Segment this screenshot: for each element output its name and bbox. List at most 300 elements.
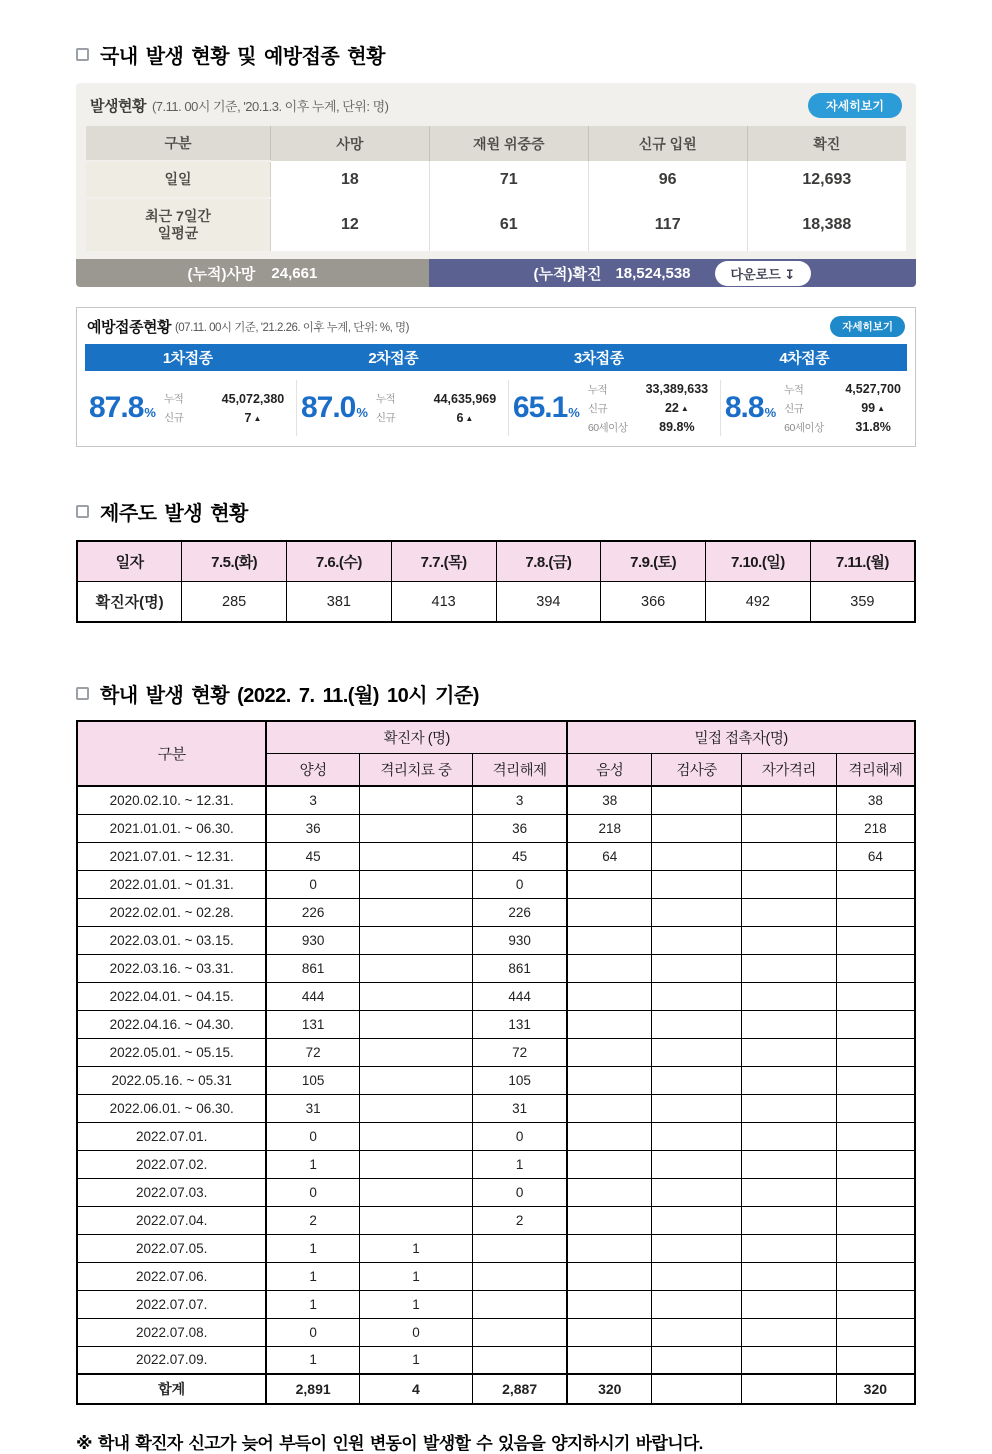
school-value-cell: 105	[266, 1066, 359, 1094]
vaccine-dose-percent-unit: %	[356, 405, 367, 420]
school-subheader-cell: 격리해제	[836, 754, 915, 787]
school-value-cell	[359, 1094, 472, 1122]
school-value-cell	[359, 1122, 472, 1150]
cumulative-bar	[76, 259, 916, 287]
school-value-cell: 64	[836, 842, 915, 870]
school-value-cell: 1	[266, 1346, 359, 1374]
jeju-value-cell: 394	[496, 582, 601, 623]
school-table-row	[77, 870, 915, 898]
school-table-row	[77, 954, 915, 982]
school-subheader-cell: 양성	[266, 754, 359, 787]
outbreak-detail-button[interactable]: 자세히보기	[808, 93, 902, 118]
vaccine-panel-subtitle: (07.11. 00시 기준, '21.2.26. 이후 누계, 단위: %, 명)	[174, 321, 409, 334]
vaccine-dose-percent	[301, 391, 367, 425]
school-value-cell	[836, 1150, 915, 1178]
cumulative-confirmed-label: (누적)확진	[533, 265, 602, 283]
vaccine-dose-stat-lines	[164, 390, 292, 427]
school-value-cell	[359, 1150, 472, 1178]
school-value-cell: 1	[266, 1234, 359, 1262]
outbreak-value-cell: 12,693	[747, 161, 906, 198]
school-value-cell: 1	[266, 1150, 359, 1178]
school-row-label: 2022.05.16. ~ 05.31	[77, 1066, 266, 1094]
vaccine-stat-value: 6	[456, 410, 464, 425]
outbreak-row-label	[86, 198, 271, 251]
outbreak-panel	[76, 83, 916, 287]
school-value-cell	[567, 1094, 652, 1122]
cumulative-death	[76, 259, 429, 287]
vaccine-dose-stat-lines	[588, 380, 716, 436]
school-row-label: 2020.02.10. ~ 12.31.	[77, 786, 266, 814]
vaccine-stat-value-wrap	[638, 418, 716, 436]
section-domestic-title	[76, 40, 916, 69]
school-value-cell: 64	[567, 842, 652, 870]
school-row-label: 2022.03.01. ~ 03.15.	[77, 926, 266, 954]
school-value-cell	[359, 842, 472, 870]
vaccine-stat-label: 신규	[784, 402, 804, 415]
school-table-row	[77, 1318, 915, 1346]
outbreak-value-cell: 12	[271, 198, 430, 251]
vaccine-dose-percent-value: 87.8	[89, 391, 144, 424]
school-value-cell: 226	[266, 898, 359, 926]
school-value-cell: 131	[266, 1010, 359, 1038]
school-subheader-cell: 자가격리	[741, 754, 836, 787]
school-value-cell: 1	[359, 1262, 472, 1290]
vaccine-dose-percent	[725, 391, 775, 425]
outbreak-value-cell: 96	[588, 161, 747, 198]
footnote: ※ 학내 확진자 신고가 늦어 부득이 인원 변동이 발생할 수 있음을 양지하시기 바랍니다.	[76, 1434, 703, 1453]
section-domestic-title-text: 국내 발생 현황 및 예방접종 현황	[100, 46, 385, 68]
school-value-cell: 45	[473, 842, 568, 870]
school-table-body	[77, 786, 915, 1404]
school-value-cell: 72	[473, 1038, 568, 1066]
school-value-cell	[741, 898, 836, 926]
school-value-cell: 930	[473, 926, 568, 954]
increase-arrow-icon: ▲	[465, 413, 474, 423]
vaccine-stat-value-wrap	[834, 380, 912, 398]
school-group-header-row	[77, 721, 915, 754]
school-value-cell: 930	[266, 926, 359, 954]
school-value-cell: 45	[266, 842, 359, 870]
outbreak-header-row	[86, 126, 906, 161]
school-value-cell: 444	[473, 982, 568, 1010]
school-value-cell	[836, 1066, 915, 1094]
school-value-cell: 36	[473, 814, 568, 842]
school-value-cell: 1	[359, 1234, 472, 1262]
school-total-cell	[652, 1374, 742, 1404]
school-value-cell: 1	[266, 1262, 359, 1290]
school-table-row	[77, 982, 915, 1010]
school-value-cell	[567, 1318, 652, 1346]
school-header-confirmed-group: 확진자 (명)	[266, 721, 567, 754]
school-row-label: 2022.07.06.	[77, 1262, 266, 1290]
school-table-row	[77, 1094, 915, 1122]
school-value-cell: 1	[359, 1290, 472, 1318]
vaccine-dose-percent-unit: %	[764, 405, 776, 420]
school-table-row	[77, 1262, 915, 1290]
school-value-cell	[359, 1206, 472, 1234]
school-value-cell	[359, 1178, 472, 1206]
increase-arrow-icon: ▲	[253, 413, 262, 423]
jeju-header-cell: 7.7.(목)	[391, 541, 496, 582]
school-value-cell	[652, 982, 742, 1010]
school-value-cell	[652, 954, 742, 982]
school-table-row	[77, 814, 915, 842]
school-value-cell	[567, 954, 652, 982]
vaccine-dose-column	[720, 380, 916, 436]
vaccine-stat-value: 4,527,700	[845, 382, 901, 396]
vaccine-stat-label: 누적	[375, 393, 396, 405]
school-value-cell: 0	[266, 1178, 359, 1206]
vaccine-dose-column	[85, 380, 296, 436]
vaccine-stat-value: 45,072,380	[221, 391, 285, 406]
school-value-cell	[652, 926, 742, 954]
school-value-cell	[741, 1038, 836, 1066]
school-table-row	[77, 1038, 915, 1066]
vaccine-stat-line	[588, 380, 716, 398]
school-value-cell	[652, 1290, 742, 1318]
school-value-cell	[836, 1346, 915, 1374]
school-value-cell	[567, 926, 652, 954]
school-row-label: 2022.05.01. ~ 05.15.	[77, 1038, 266, 1066]
school-value-cell	[652, 842, 742, 870]
vaccine-stat-line	[784, 399, 912, 417]
school-value-cell: 2	[473, 1206, 568, 1234]
vaccine-dose-label: 2차접종	[368, 350, 419, 367]
school-subheader-cell: 격리해제	[473, 754, 568, 787]
school-value-cell	[836, 1290, 915, 1318]
vaccine-dose-column	[296, 380, 508, 436]
vaccine-stat-line	[784, 418, 912, 436]
school-table-row	[77, 1290, 915, 1318]
school-value-cell	[567, 1150, 652, 1178]
school-value-cell	[652, 1178, 742, 1206]
vaccine-dose-percent-value: 87.0	[300, 391, 356, 424]
school-value-cell	[741, 842, 836, 870]
checkbox-icon	[76, 687, 89, 700]
outbreak-panel-subtitle: (7.11. 00시 기준, '20.1.3. 이후 누계, 단위: 명)	[151, 99, 389, 114]
vaccine-dose-stats	[85, 380, 907, 436]
outbreak-value-cell: 18,388	[747, 198, 906, 251]
vaccine-stat-value-wrap	[638, 399, 716, 417]
jeju-table	[76, 540, 916, 623]
school-value-cell	[741, 1122, 836, 1150]
school-value-cell	[741, 1290, 836, 1318]
vaccine-stat-value-wrap	[214, 390, 292, 408]
vaccine-stat-line	[376, 409, 504, 427]
school-value-cell	[567, 1178, 652, 1206]
school-value-cell: 0	[266, 1122, 359, 1150]
school-value-cell	[652, 898, 742, 926]
school-value-cell: 2	[266, 1206, 359, 1234]
school-value-cell	[567, 870, 652, 898]
school-total-cell: 2,887	[473, 1374, 568, 1404]
vaccine-stat-value: 7	[244, 410, 252, 425]
outbreak-panel-title: 발생현황	[90, 98, 146, 115]
school-table-row	[77, 1346, 915, 1374]
vaccine-stat-label: 누적	[784, 383, 804, 396]
vaccine-stat-value: 33,389,633	[645, 382, 709, 396]
school-value-cell	[652, 1122, 742, 1150]
school-value-cell: 1	[359, 1346, 472, 1374]
vaccine-dose-header	[85, 344, 907, 371]
outbreak-row-label-line2: 일평균	[157, 225, 199, 241]
school-value-cell	[652, 1038, 742, 1066]
school-value-cell	[836, 898, 915, 926]
vaccine-stat-line	[164, 409, 292, 427]
school-value-cell	[652, 870, 742, 898]
section-jeju-title	[76, 497, 916, 526]
school-value-cell: 31	[266, 1094, 359, 1122]
jeju-value-cell: 492	[706, 582, 811, 623]
outbreak-header-cell: 재원 위중증	[429, 126, 588, 161]
vaccine-dose-label: 1차접종	[162, 350, 213, 367]
school-value-cell	[741, 1150, 836, 1178]
school-row-label: 2022.01.01. ~ 01.31.	[77, 870, 266, 898]
school-value-cell	[741, 954, 836, 982]
school-value-cell	[741, 1178, 836, 1206]
jeju-header-cell: 7.5.(화)	[182, 541, 287, 582]
school-value-cell	[652, 1010, 742, 1038]
school-value-cell	[836, 1122, 915, 1150]
vaccine-detail-button[interactable]: 자세히보기	[830, 316, 905, 337]
outbreak-row-weekavg	[86, 198, 906, 251]
section-jeju-title-text: 제주도 발생 현황	[100, 503, 248, 525]
school-value-cell	[741, 1234, 836, 1262]
school-value-cell: 0	[473, 1178, 568, 1206]
jeju-value-cell: 413	[391, 582, 496, 623]
school-value-cell	[836, 982, 915, 1010]
school-value-cell: 0	[473, 1122, 568, 1150]
outbreak-header-cell: 구분	[86, 126, 271, 161]
school-row-label: 2022.07.09.	[77, 1346, 266, 1374]
school-total-cell: 320	[836, 1374, 915, 1404]
school-value-cell	[652, 1066, 742, 1094]
school-value-cell: 31	[473, 1094, 568, 1122]
school-table-row	[77, 1010, 915, 1038]
vaccine-stat-value: 89.8%	[659, 420, 695, 434]
school-row-label: 2022.07.01.	[77, 1122, 266, 1150]
school-value-cell	[473, 1318, 568, 1346]
school-value-cell: 444	[266, 982, 359, 1010]
school-row-label: 2022.06.01. ~ 06.30.	[77, 1094, 266, 1122]
school-header-contact-group: 밀접 접촉자(명)	[567, 721, 915, 754]
jeju-header-cell: 7.8.(금)	[496, 541, 601, 582]
jeju-header-cell: 7.11.(월)	[810, 541, 915, 582]
school-value-cell	[567, 1234, 652, 1262]
vaccine-stat-value-wrap	[426, 390, 504, 408]
school-value-cell: 861	[266, 954, 359, 982]
school-row-label: 2022.04.01. ~ 04.15.	[77, 982, 266, 1010]
school-value-cell	[359, 954, 472, 982]
school-table-row	[77, 786, 915, 814]
vaccine-dose-percent-unit: %	[568, 405, 579, 420]
school-value-cell	[567, 1290, 652, 1318]
school-value-cell	[652, 814, 742, 842]
school-value-cell: 226	[473, 898, 568, 926]
school-table-row	[77, 1206, 915, 1234]
school-table-row	[77, 1066, 915, 1094]
cumulative-death-label: (누적)사망	[187, 265, 256, 283]
jeju-row-label: 확진자(명)	[77, 582, 182, 623]
jeju-header-cell: 일자	[77, 541, 182, 582]
vaccine-stat-line	[588, 399, 716, 417]
school-row-label: 2022.07.08.	[77, 1318, 266, 1346]
school-value-cell	[836, 1262, 915, 1290]
school-value-cell	[741, 926, 836, 954]
school-row-label: 2022.07.03.	[77, 1178, 266, 1206]
vaccine-stat-label: 60세이상	[784, 421, 824, 434]
outbreak-panel-head	[86, 91, 906, 126]
outbreak-value-cell: 61	[429, 198, 588, 251]
outbreak-table	[86, 126, 906, 251]
vaccine-stat-label: 신규	[587, 402, 608, 415]
cumulative-confirmed	[429, 259, 916, 287]
school-value-cell	[836, 1206, 915, 1234]
school-value-cell	[359, 814, 472, 842]
outbreak-row-label: 일일	[86, 161, 271, 198]
school-row-label: 2021.07.01. ~ 12.31.	[77, 842, 266, 870]
vaccine-stat-value-wrap	[638, 380, 716, 398]
jeju-value-cell: 285	[182, 582, 287, 623]
section-school-title	[76, 679, 916, 708]
outbreak-value-cell: 71	[429, 161, 588, 198]
school-value-cell	[741, 1066, 836, 1094]
jeju-header-cell: 7.6.(수)	[287, 541, 392, 582]
school-total-row	[77, 1374, 915, 1404]
outbreak-value-cell: 117	[588, 198, 747, 251]
vaccine-dose-percent	[513, 391, 579, 425]
school-value-cell: 38	[836, 786, 915, 814]
school-value-cell: 218	[567, 814, 652, 842]
school-value-cell	[567, 1262, 652, 1290]
school-value-cell	[473, 1290, 568, 1318]
school-value-cell: 0	[359, 1318, 472, 1346]
school-value-cell	[741, 786, 836, 814]
school-value-cell	[473, 1234, 568, 1262]
school-table-row	[77, 898, 915, 926]
vaccine-stat-label: 60세이상	[587, 421, 628, 434]
vaccine-dose-label: 3차접종	[573, 350, 624, 367]
jeju-header-cell: 7.9.(토)	[601, 541, 706, 582]
school-row-label: 2022.04.16. ~ 04.30.	[77, 1010, 266, 1038]
school-value-cell	[567, 1066, 652, 1094]
school-row-label: 2022.07.04.	[77, 1206, 266, 1234]
checkbox-icon	[76, 505, 89, 518]
vaccine-dose-percent-value: 65.1	[512, 391, 568, 424]
school-total-cell	[741, 1374, 836, 1404]
school-value-cell	[741, 982, 836, 1010]
school-value-cell: 36	[266, 814, 359, 842]
school-value-cell	[836, 1038, 915, 1066]
vaccine-stat-line	[784, 380, 912, 398]
school-table-row	[77, 926, 915, 954]
school-value-cell	[836, 870, 915, 898]
vaccine-dose-percent-value: 8.8	[724, 391, 764, 424]
vaccine-stat-value-wrap	[214, 409, 292, 427]
jeju-value-cell: 366	[601, 582, 706, 623]
download-button[interactable]: 다운로드 ↧	[715, 261, 812, 286]
school-value-cell: 861	[473, 954, 568, 982]
school-value-cell	[741, 1206, 836, 1234]
vaccine-dose-stat-lines	[784, 380, 912, 436]
outbreak-header-cell: 확진	[747, 126, 906, 161]
increase-arrow-icon: ▲	[680, 404, 689, 413]
vaccine-panel-title: 예방접종현황	[87, 319, 171, 336]
school-value-cell	[359, 898, 472, 926]
vaccine-panel	[76, 307, 916, 447]
school-value-cell	[359, 1010, 472, 1038]
school-value-cell: 3	[266, 786, 359, 814]
school-value-cell	[652, 1346, 742, 1374]
school-value-cell	[741, 1262, 836, 1290]
school-total-label: 합계	[77, 1374, 266, 1404]
school-total-cell: 2,891	[266, 1374, 359, 1404]
outbreak-row-daily	[86, 161, 906, 198]
increase-arrow-icon: ▲	[877, 404, 886, 413]
school-value-cell	[652, 786, 742, 814]
jeju-header-cell: 7.10.(일)	[706, 541, 811, 582]
school-value-cell	[359, 926, 472, 954]
jeju-value-cell: 381	[287, 582, 392, 623]
school-total-cell: 320	[567, 1374, 652, 1404]
school-value-cell: 1	[266, 1290, 359, 1318]
school-subheader-cell: 음성	[567, 754, 652, 787]
school-value-cell	[359, 786, 472, 814]
vaccine-dose-column	[508, 380, 720, 436]
school-value-cell	[652, 1094, 742, 1122]
vaccine-dose-label: 4차접종	[779, 350, 830, 367]
school-value-cell	[359, 870, 472, 898]
school-value-cell	[359, 1038, 472, 1066]
school-header-gubun: 구분	[77, 721, 266, 786]
school-value-cell	[567, 982, 652, 1010]
school-value-cell: 0	[266, 1318, 359, 1346]
vaccine-stat-label: 누적	[163, 393, 184, 405]
vaccine-stat-value-wrap	[834, 418, 912, 436]
school-value-cell	[359, 1066, 472, 1094]
school-row-label: 2022.02.01. ~ 02.28.	[77, 898, 266, 926]
school-value-cell	[567, 1010, 652, 1038]
checkbox-icon	[76, 48, 89, 61]
vaccine-stat-value: 44,635,969	[433, 391, 497, 406]
school-value-cell: 1	[473, 1150, 568, 1178]
school-row-label: 2021.01.01. ~ 06.30.	[77, 814, 266, 842]
school-table-row	[77, 1150, 915, 1178]
vaccine-dose-percent-unit: %	[144, 405, 155, 420]
vaccine-stat-value-wrap	[834, 399, 912, 417]
school-value-cell: 3	[473, 786, 568, 814]
jeju-value-cell: 359	[810, 582, 915, 623]
school-table-row	[77, 1178, 915, 1206]
school-value-cell	[741, 870, 836, 898]
school-value-cell	[567, 898, 652, 926]
school-value-cell	[836, 1010, 915, 1038]
school-value-cell: 38	[567, 786, 652, 814]
vaccine-dose-percent	[89, 391, 155, 425]
school-value-cell: 0	[473, 870, 568, 898]
section-school-title-text: 학내 발생 현황 (2022. 7. 11.(월) 10시 기준)	[100, 685, 479, 707]
school-subheader-cell: 검사중	[652, 754, 742, 787]
cumulative-confirmed-value: 18,524,538	[615, 264, 691, 282]
school-value-cell	[836, 1178, 915, 1206]
school-value-cell: 72	[266, 1038, 359, 1066]
school-value-cell: 218	[836, 814, 915, 842]
school-table	[76, 720, 916, 1405]
vaccine-stat-label: 신규	[375, 412, 396, 424]
jeju-header-row	[77, 541, 915, 582]
school-row-label: 2022.07.02.	[77, 1150, 266, 1178]
school-value-cell	[567, 1206, 652, 1234]
